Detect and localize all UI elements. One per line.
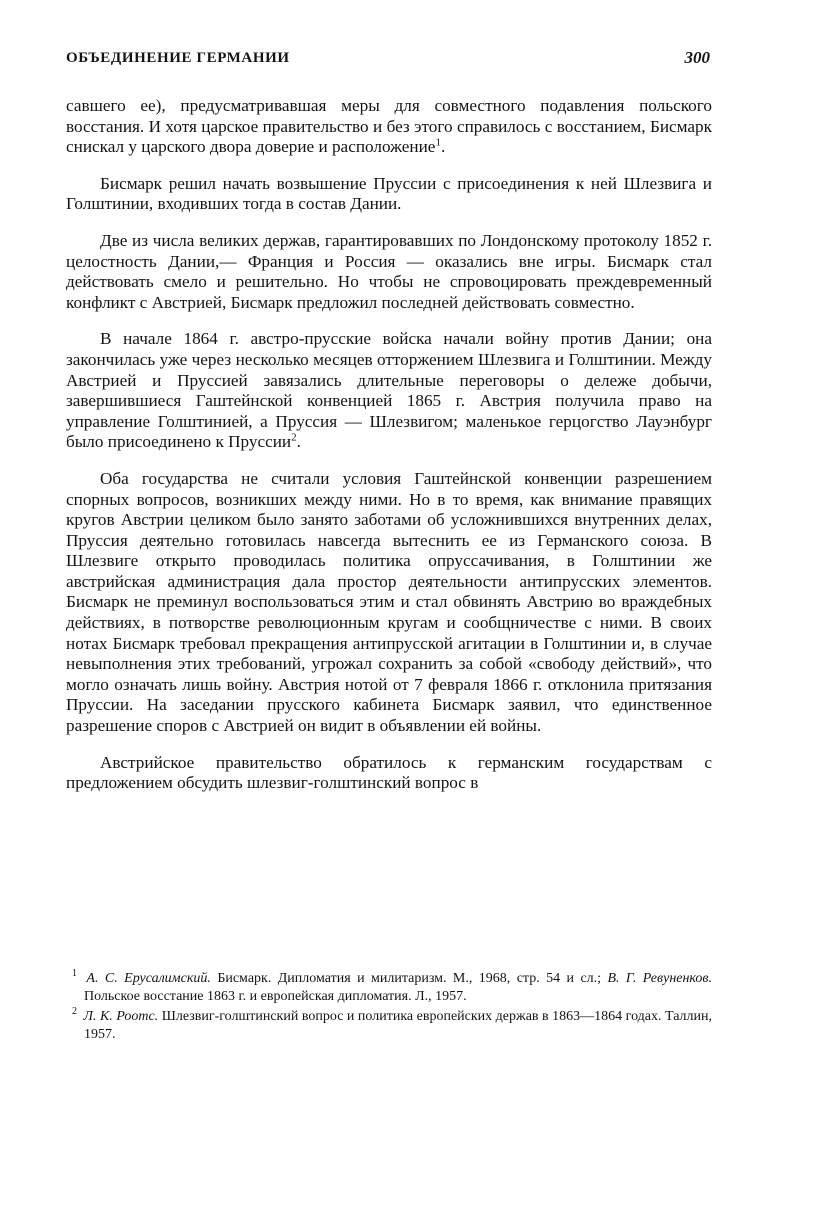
footnote-author: А. С. Ерусалимский. xyxy=(86,971,211,986)
page-header xyxy=(66,50,712,72)
body-text xyxy=(66,96,712,810)
footnotes xyxy=(66,970,712,1046)
paragraph-text: савшего ее), предусматривавшая меры для совместного подавления польского восстания. И хотя царское правительство и без этого справилось с восстанием, Бисмарк снискал у царского двора доверие и расположение xyxy=(66,96,712,157)
footnote-ref: 1 xyxy=(435,136,441,149)
footnote xyxy=(66,970,712,1005)
paragraph: Две из числа великих держав, гарантировавших по Лондонскому протоколу 1852 г. целостность Дании,— Франция и Россия — оказались вне игры. Бисмарк стал действовать смело и решительно. Но чтобы не спровоцировать преждевременный конфликт с Австрией, Бисмарк предложил последней действовать совместно. xyxy=(66,230,712,312)
paragraph xyxy=(66,96,712,158)
footnote-author: В. Г. Ревуненков. xyxy=(607,971,713,986)
page-number: 300 xyxy=(684,48,710,67)
footnote-text: Польское восстание 1863 г. и европейская дипломатия. Л., 1957. xyxy=(84,988,467,1004)
footnote-mark: 2 xyxy=(72,1006,77,1018)
paragraph: Австрийское правительство обратилось к германским государствам с предложением обсудить шлезвиг-голштинский вопрос в xyxy=(66,752,712,793)
paragraph-end: . xyxy=(296,432,301,452)
paragraph-end: . xyxy=(440,137,446,157)
footnote-mark: 1 xyxy=(72,968,77,980)
running-head: ОБЪЕДИНЕНИЕ ГЕРМАНИИ xyxy=(66,50,290,66)
footnote-ref: 2 xyxy=(291,431,297,444)
footnote-author: Л. К. Роотс. xyxy=(83,1009,159,1024)
footnote-text: Бисмарк. Дипломатия и милитаризм. М., 1968, стр. 54 и сл.; xyxy=(217,971,602,986)
paragraph: Оба государства не считали условия Гаштейнской конвенции разрешением спорных вопросов, возникших между ними. Но в то время, как внимание правящих кругов Австрии целиком было занято заботами об усложнившихся внутренних делах, Пруссия деятельно готовилась навсегда вытеснить ее из Германского союза. В Шлезвиге открыто проводилась политика опруссачивания, в Голштинии же австрийская администрация дала простор деятельности антипрусских элементов. Бисмарк не преминул воспользоваться этим и стал обвинять Австрию во враждебных действиях, в потворстве революционным кругам и сообщничестве с ними. В своих нотах Бисмарк требовал прекращения антипрусской агитации в Голштинии и, в случае невыполнения этих требований, угрожал сохранить за собой «свободу действий», что могло означать лишь войну. Австрия нотой от 7 февраля 1866 г. отклонила притязания Пруссии. На заседании прусского кабинета Бисмарк заявил, что единственное разрешение споров с Австрией он видит в объявлении ей войны. xyxy=(66,468,712,736)
footnote-text: Шлезвиг-голштинский вопрос и политика европейских держав в 1863—1864 годах. Таллин, 1957. xyxy=(84,1009,713,1042)
paragraph-text: В начале 1864 г. австро-прусские войска начали войну против Дании; она закончилась уже через несколько месяцев отторжением Шлезвига и Голштинии. Между Австрией и Пруссией завязались длительные переговоры о дележе добычи, завершившиеся Гаштейнской конвенцией 1865 г. Австрия получила право на управление Голштинией, а Пруссия — Шлезвигом; маленькое герцогство Лауэнбург было присоединено к Пруссии xyxy=(66,329,712,452)
footnote xyxy=(66,1008,712,1043)
paragraph xyxy=(66,329,712,453)
paragraph: Бисмарк решил начать возвышение Пруссии с присоединения к ней Шлезвига и Голштинии, входивших тогда в состав Дании. xyxy=(66,173,712,214)
